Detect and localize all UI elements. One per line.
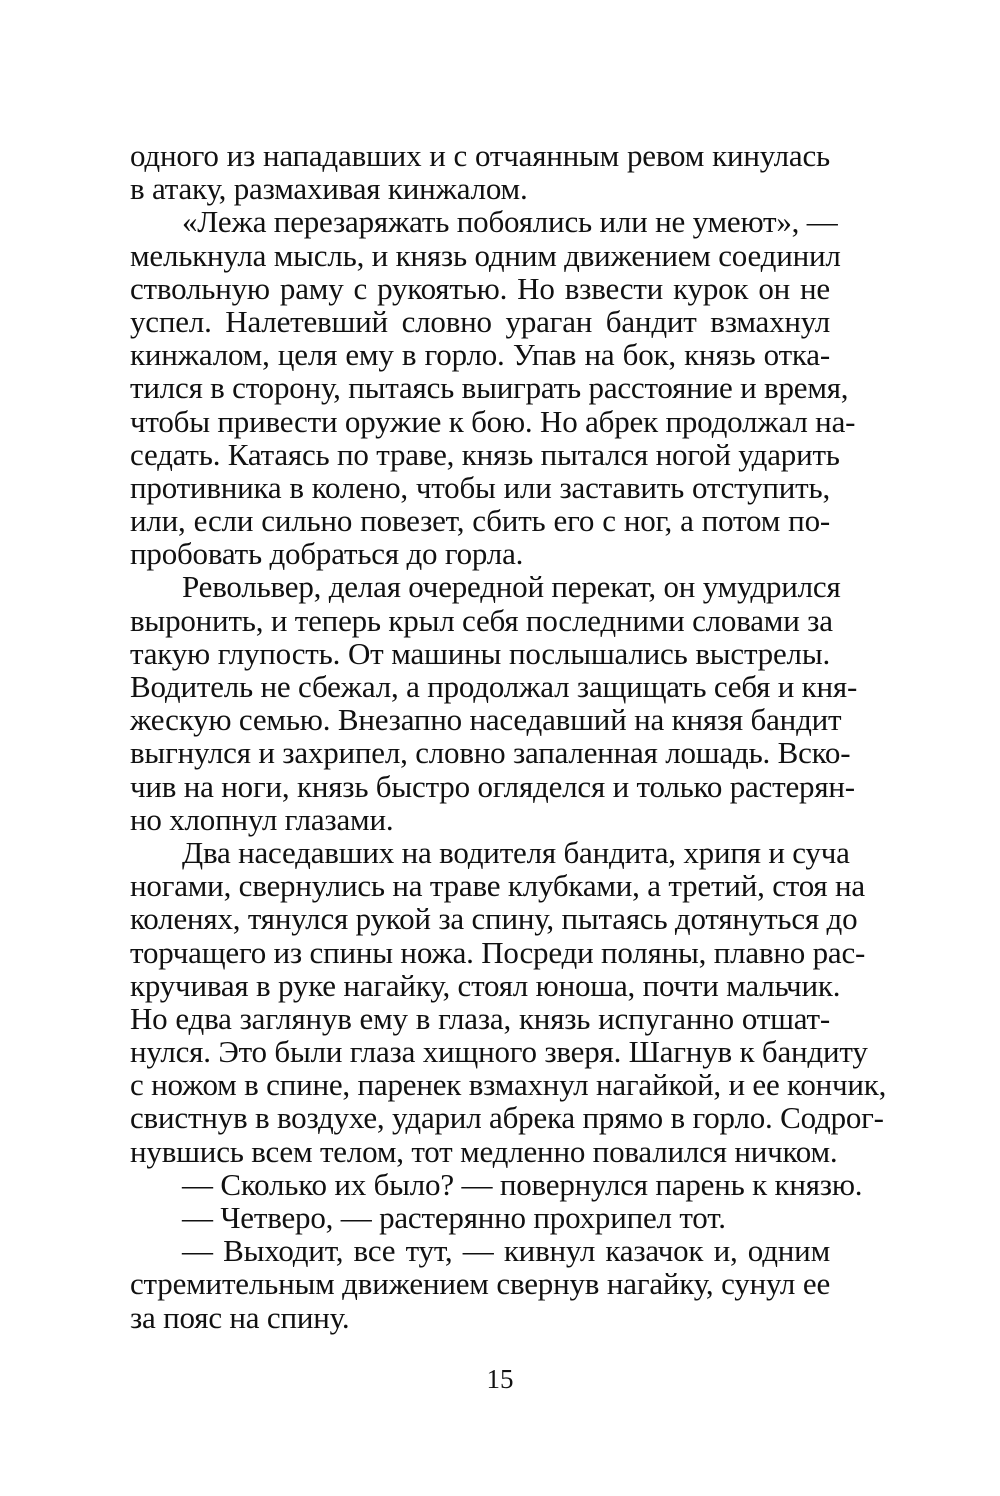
text-line: одного из нападавших и с отчаянным ревом кинулась	[130, 138, 830, 173]
page-number: 15	[486, 1364, 514, 1394]
text-line: с ножом в спине, паренек взмахнул нагайкой, и ее кончик,	[130, 1067, 887, 1103]
text-line: свистнув в воздухе, ударил абрека прямо в горло. Содрог-	[130, 1100, 884, 1136]
text-line: противника в колено, чтобы или заставить отступить,	[130, 469, 830, 505]
text-line: Но едва заглянув ему в глаза, князь испуганно отшат-	[130, 1000, 830, 1036]
text-line: Револьвер, делая очередной перекат, он умудрился	[182, 569, 841, 605]
text-line: чив на ноги, князь быстро огляделся и только растерян-	[130, 768, 855, 804]
text-line: в атаку, размахивая кинжалом.	[130, 171, 528, 207]
body-text	[130, 138, 887, 1335]
text-line: выронить, и теперь крыл себя последними словами за	[130, 602, 833, 638]
text-line: кинжалом, целя ему в горло. Упав на бок, князь отка-	[130, 337, 830, 373]
text-line: мелькнула мысль, и князь одним движением соединил	[130, 237, 841, 273]
text-line: пробовать добраться до горла.	[130, 536, 524, 572]
text-line: коленях, тянулся рукой за спину, пытаясь дотянуться до	[130, 901, 858, 937]
text-line: или, если сильно повезет, сбить его с ног, а потом по-	[130, 503, 830, 539]
text-line: стремительным движением свернув нагайку, сунул ее	[130, 1266, 830, 1302]
text-line: кручивая в руке нагайку, стоял юноша, почти мальчик.	[130, 967, 841, 1003]
text-line: — Сколько их было? — повернулся парень к князю.	[182, 1166, 863, 1202]
text-line: выгнулся и захрипел, словно запаленная лошадь. Вско-	[130, 735, 851, 771]
text-line: тился в сторону, пытаясь выиграть расстояние и время,	[130, 370, 849, 406]
text-line: «Лежа перезаряжать побоялись или не умеют», —	[182, 204, 838, 240]
text-line: жескую семью. Внезапно наседавший на князя бандит	[130, 702, 842, 738]
text-line: такую глупость. От машины послышались выстрелы.	[130, 635, 830, 671]
text-line: нулся. Это были глаза хищного зверя. Шагнув к бандиту	[130, 1034, 868, 1070]
text-line: — Четверо, — растерянно прохрипел тот.	[182, 1200, 726, 1235]
text-line: чтобы привести оружие к бою. Но абрек продолжал на-	[130, 403, 856, 439]
text-line: успел. Налетевший словно ураган бандит взмахнул	[130, 303, 830, 339]
text-line: седать. Катаясь по траве, князь пытался ногой ударить	[130, 436, 840, 472]
text-line: ствольную раму с рукоятью. Но взвести курок он не	[130, 270, 830, 306]
text-line: — Выходит, все тут, — кивнул казачок и, одним	[182, 1233, 830, 1269]
text-line: Водитель не сбежал, а продолжал защищать себя и кня-	[130, 669, 858, 704]
text-line: нувшись всем телом, тот медленно повалился ничком.	[130, 1133, 838, 1169]
text-line: но хлопнул глазами.	[130, 801, 394, 837]
text-line: Два наседавших на водителя бандита, хрипя и суча	[182, 834, 850, 870]
text-line: ногами, свернулись на траве клубками, а третий, стоя на	[130, 868, 865, 904]
text-line: за пояс на спину.	[130, 1299, 350, 1335]
text-line: торчащего из спины ножа. Посреди поляны, плавно рас-	[130, 934, 866, 970]
